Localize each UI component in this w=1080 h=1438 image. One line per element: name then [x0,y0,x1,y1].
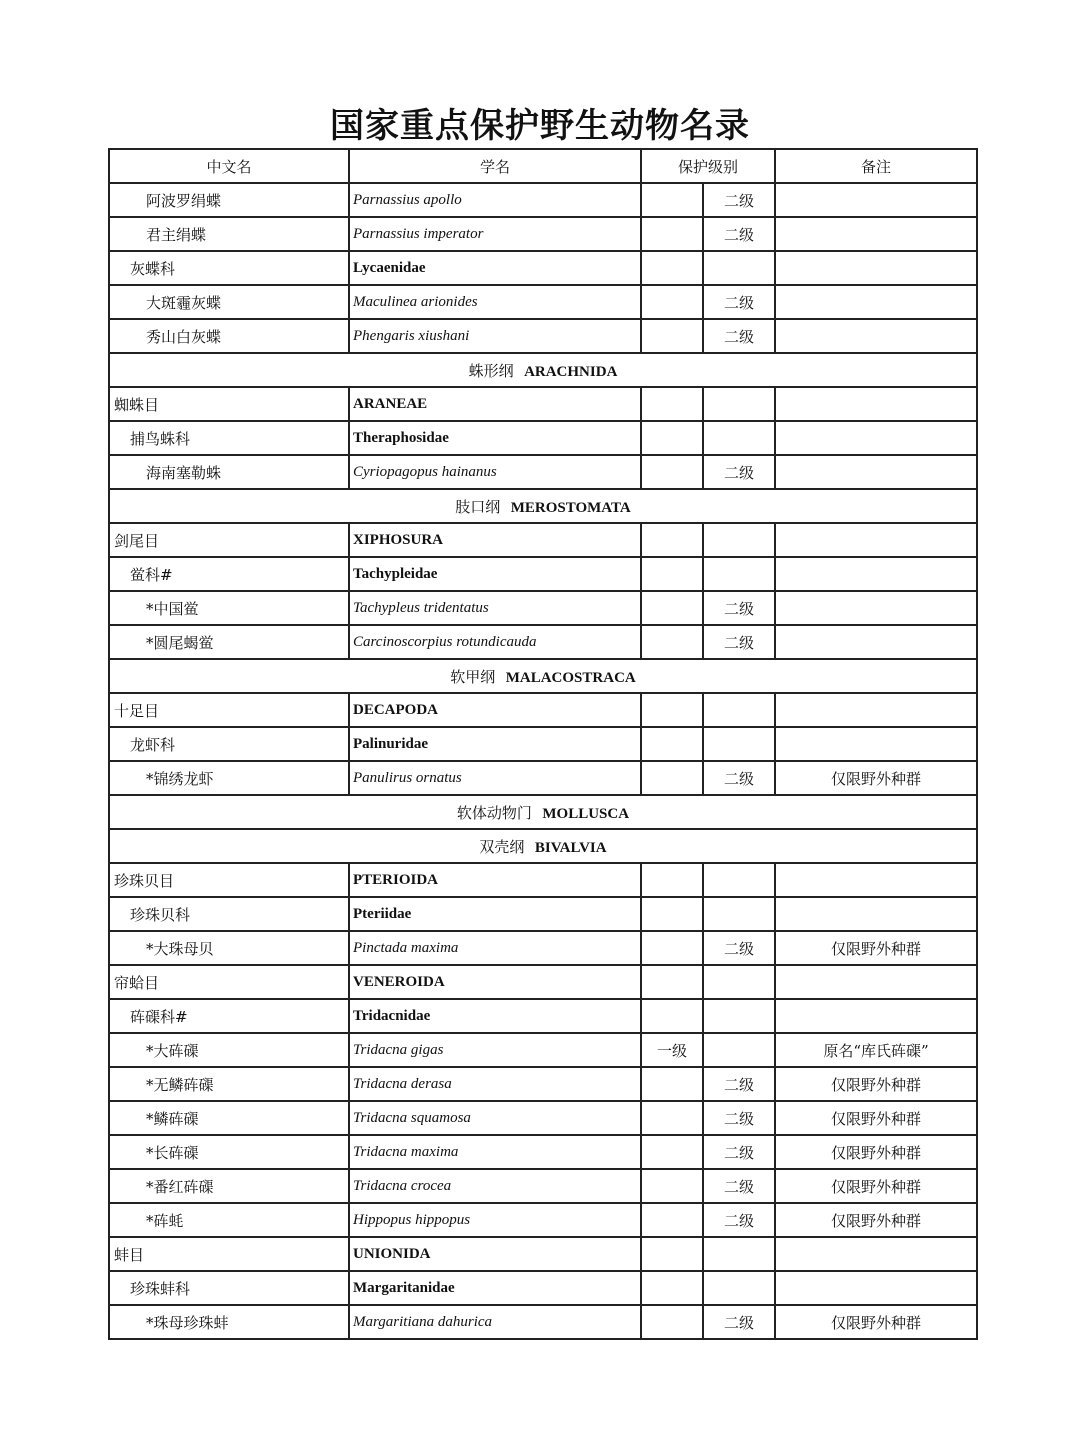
scientific-name-cell: Phengaris xiushani [349,319,641,353]
header-protection-level: 保护级别 [641,149,775,183]
scientific-name-cell: Tridacnidae [349,999,641,1033]
section-title-en: MEROSTOMATA [510,499,631,516]
species-table [108,148,978,1340]
section-title [109,489,977,523]
level-one-cell [641,1135,703,1169]
section-row [109,489,977,523]
species-row [109,693,977,727]
species-row [109,727,977,761]
chinese-name-cell: *中国鲎 [109,591,349,625]
chinese-name-cell: *鳞砗磲 [109,1101,349,1135]
species-row [109,285,977,319]
level-one-cell [641,761,703,795]
species-row [109,1169,977,1203]
chinese-name-cell: *锦绣龙虾 [109,761,349,795]
species-row [109,591,977,625]
chinese-name-cell: 十足目 [109,693,349,727]
level-one-cell [641,1101,703,1135]
scientific-name-cell: Pteriidae [349,897,641,931]
chinese-name-cell: 蜘蛛目 [109,387,349,421]
chinese-name-cell: 珍珠蚌科 [109,1271,349,1305]
scientific-name-cell: Lycaenidae [349,251,641,285]
level-one-cell [641,217,703,251]
level-two-cell [703,863,775,897]
chinese-name-cell: 珍珠贝科 [109,897,349,931]
header-remarks: 备注 [775,149,977,183]
scientific-name-cell: Parnassius imperator [349,217,641,251]
level-one-cell [641,251,703,285]
level-two-cell: 二级 [703,761,775,795]
level-two-cell [703,999,775,1033]
level-two-cell: 二级 [703,931,775,965]
chinese-name-cell: 君主绢蝶 [109,217,349,251]
scientific-name-cell: ARANEAE [349,387,641,421]
section-row [109,795,977,829]
level-one-cell [641,1271,703,1305]
remarks-cell [775,727,977,761]
species-row [109,761,977,795]
table-header-row [109,149,977,183]
remarks-cell: 仅限野外种群 [775,761,977,795]
level-two-cell: 二级 [703,625,775,659]
level-two-cell [703,523,775,557]
scientific-name-cell: Cyriopagopus hainanus [349,455,641,489]
species-row [109,1237,977,1271]
section-title [109,829,977,863]
chinese-name-cell: *无鳞砗磲 [109,1067,349,1101]
chinese-name-cell: 龙虾科 [109,727,349,761]
remarks-cell [775,591,977,625]
species-row [109,863,977,897]
level-two-cell: 二级 [703,1305,775,1339]
remarks-cell: 仅限野外种群 [775,1067,977,1101]
level-one-cell [641,1067,703,1101]
species-row [109,387,977,421]
scientific-name-cell: Theraphosidae [349,421,641,455]
remarks-cell [775,965,977,999]
chinese-name-cell: 砗磲科# [109,999,349,1033]
level-one-cell [641,285,703,319]
scientific-name-cell: VENEROIDA [349,965,641,999]
level-two-cell [703,727,775,761]
scientific-name-cell: Tridacna maxima [349,1135,641,1169]
species-row [109,965,977,999]
chinese-name-cell: *砗蚝 [109,1203,349,1237]
level-two-cell: 二级 [703,285,775,319]
section-row [109,353,977,387]
level-one-cell [641,1305,703,1339]
chinese-name-cell: 捕鸟蛛科 [109,421,349,455]
level-one-cell [641,523,703,557]
scientific-name-cell: PTERIOIDA [349,863,641,897]
header-chinese-name: 中文名 [109,149,349,183]
level-one-cell [641,387,703,421]
level-one-cell [641,863,703,897]
level-two-cell [703,693,775,727]
section-title-zh: 肢口纲 [455,497,501,516]
scientific-name-cell: DECAPODA [349,693,641,727]
chinese-name-cell: *圆尾蝎鲎 [109,625,349,659]
species-row [109,421,977,455]
level-two-cell [703,421,775,455]
scientific-name-cell: Pinctada maxima [349,931,641,965]
level-one-cell: 一级 [641,1033,703,1067]
level-two-cell [703,387,775,421]
scientific-name-cell: XIPHOSURA [349,523,641,557]
level-two-cell: 二级 [703,591,775,625]
level-two-cell [703,1271,775,1305]
level-two-cell: 二级 [703,319,775,353]
scientific-name-cell: Tridacna squamosa [349,1101,641,1135]
level-one-cell [641,591,703,625]
level-one-cell [641,183,703,217]
level-two-cell: 二级 [703,1101,775,1135]
scientific-name-cell: UNIONIDA [349,1237,641,1271]
level-two-cell [703,965,775,999]
section-title-en: BIVALVIA [534,839,607,856]
level-one-cell [641,319,703,353]
section-row [109,659,977,693]
level-two-cell: 二级 [703,217,775,251]
scientific-name-cell: Carcinoscorpius rotundicauda [349,625,641,659]
scientific-name-cell: Tachypleidae [349,557,641,591]
level-one-cell [641,455,703,489]
level-one-cell [641,727,703,761]
species-row [109,217,977,251]
section-title-en: ARACHNIDA [524,363,618,380]
species-row [109,183,977,217]
remarks-cell [775,455,977,489]
remarks-cell [775,421,977,455]
species-row [109,523,977,557]
chinese-name-cell: 帘蛤目 [109,965,349,999]
species-row [109,1135,977,1169]
scientific-name-cell: Hippopus hippopus [349,1203,641,1237]
scientific-name-cell: Margaritanidae [349,1271,641,1305]
chinese-name-cell: *番红砗磲 [109,1169,349,1203]
level-one-cell [641,557,703,591]
section-title [109,795,977,829]
section-title-en: MALACOSTRACA [505,669,636,686]
scientific-name-cell: Maculinea arionides [349,285,641,319]
document-title: 国家重点保护野生动物名录 [330,106,750,146]
remarks-cell [775,183,977,217]
level-one-cell [641,625,703,659]
chinese-name-cell: 珍珠贝目 [109,863,349,897]
species-row [109,999,977,1033]
level-two-cell [703,1033,775,1067]
scientific-name-cell: Tachypleus tridentatus [349,591,641,625]
remarks-cell [775,1237,977,1271]
remarks-cell [775,999,977,1033]
species-row [109,1033,977,1067]
scientific-name-cell: Tridacna gigas [349,1033,641,1067]
species-row [109,931,977,965]
chinese-name-cell: 灰蝶科 [109,251,349,285]
section-title-zh: 双壳纲 [479,837,525,856]
scientific-name-cell: Panulirus ornatus [349,761,641,795]
section-title-zh: 软体动物门 [456,803,532,822]
level-one-cell [641,965,703,999]
header-scientific-name: 学名 [349,149,641,183]
chinese-name-cell: 鲎科# [109,557,349,591]
section-row [109,829,977,863]
remarks-cell [775,523,977,557]
remarks-cell [775,625,977,659]
chinese-name-cell: 海南塞勒蛛 [109,455,349,489]
chinese-name-cell: 大斑霾灰蝶 [109,285,349,319]
level-two-cell: 二级 [703,1169,775,1203]
level-two-cell: 二级 [703,183,775,217]
scientific-name-cell: Margaritiana dahurica [349,1305,641,1339]
species-row [109,319,977,353]
section-title [109,353,977,387]
remarks-cell: 仅限野外种群 [775,1169,977,1203]
species-row [109,1067,977,1101]
species-row [109,625,977,659]
remarks-cell [775,319,977,353]
level-two-cell: 二级 [703,455,775,489]
remarks-cell [775,863,977,897]
level-one-cell [641,931,703,965]
section-title [109,659,977,693]
chinese-name-cell: *大珠母贝 [109,931,349,965]
remarks-cell [775,897,977,931]
level-one-cell [641,897,703,931]
chinese-name-cell: 阿波罗绢蝶 [109,183,349,217]
level-two-cell: 二级 [703,1067,775,1101]
species-row [109,1203,977,1237]
chinese-name-cell: 蚌目 [109,1237,349,1271]
species-row [109,251,977,285]
remarks-cell: 仅限野外种群 [775,1203,977,1237]
remarks-cell [775,217,977,251]
level-two-cell [703,557,775,591]
remarks-cell [775,285,977,319]
chinese-name-cell: *大砗磲 [109,1033,349,1067]
species-row [109,1271,977,1305]
species-row [109,455,977,489]
remarks-cell: 仅限野外种群 [775,1101,977,1135]
level-two-cell: 二级 [703,1203,775,1237]
level-one-cell [641,1169,703,1203]
scientific-name-cell: Tridacna crocea [349,1169,641,1203]
remarks-cell: 仅限野外种群 [775,1135,977,1169]
level-one-cell [641,1237,703,1271]
remarks-cell: 仅限野外种群 [775,1305,977,1339]
chinese-name-cell: 秀山白灰蝶 [109,319,349,353]
level-two-cell: 二级 [703,1135,775,1169]
level-two-cell [703,897,775,931]
section-title-en: MOLLUSCA [542,805,630,822]
scientific-name-cell: Palinuridae [349,727,641,761]
species-row [109,1101,977,1135]
chinese-name-cell: *珠母珍珠蚌 [109,1305,349,1339]
scientific-name-cell: Parnassius apollo [349,183,641,217]
species-row [109,897,977,931]
scientific-name-cell: Tridacna derasa [349,1067,641,1101]
level-one-cell [641,693,703,727]
remarks-cell: 原名“库氏砗磲” [775,1033,977,1067]
species-row [109,1305,977,1339]
level-two-cell [703,1237,775,1271]
chinese-name-cell: *长砗磲 [109,1135,349,1169]
level-one-cell [641,421,703,455]
section-title-zh: 软甲纲 [450,667,496,686]
remarks-cell [775,251,977,285]
section-title-zh: 蛛形纲 [468,361,514,380]
species-row [109,557,977,591]
remarks-cell [775,387,977,421]
remarks-cell: 仅限野外种群 [775,931,977,965]
level-one-cell [641,999,703,1033]
level-one-cell [641,1203,703,1237]
chinese-name-cell: 剑尾目 [109,523,349,557]
remarks-cell [775,693,977,727]
remarks-cell [775,557,977,591]
remarks-cell [775,1271,977,1305]
level-two-cell [703,251,775,285]
